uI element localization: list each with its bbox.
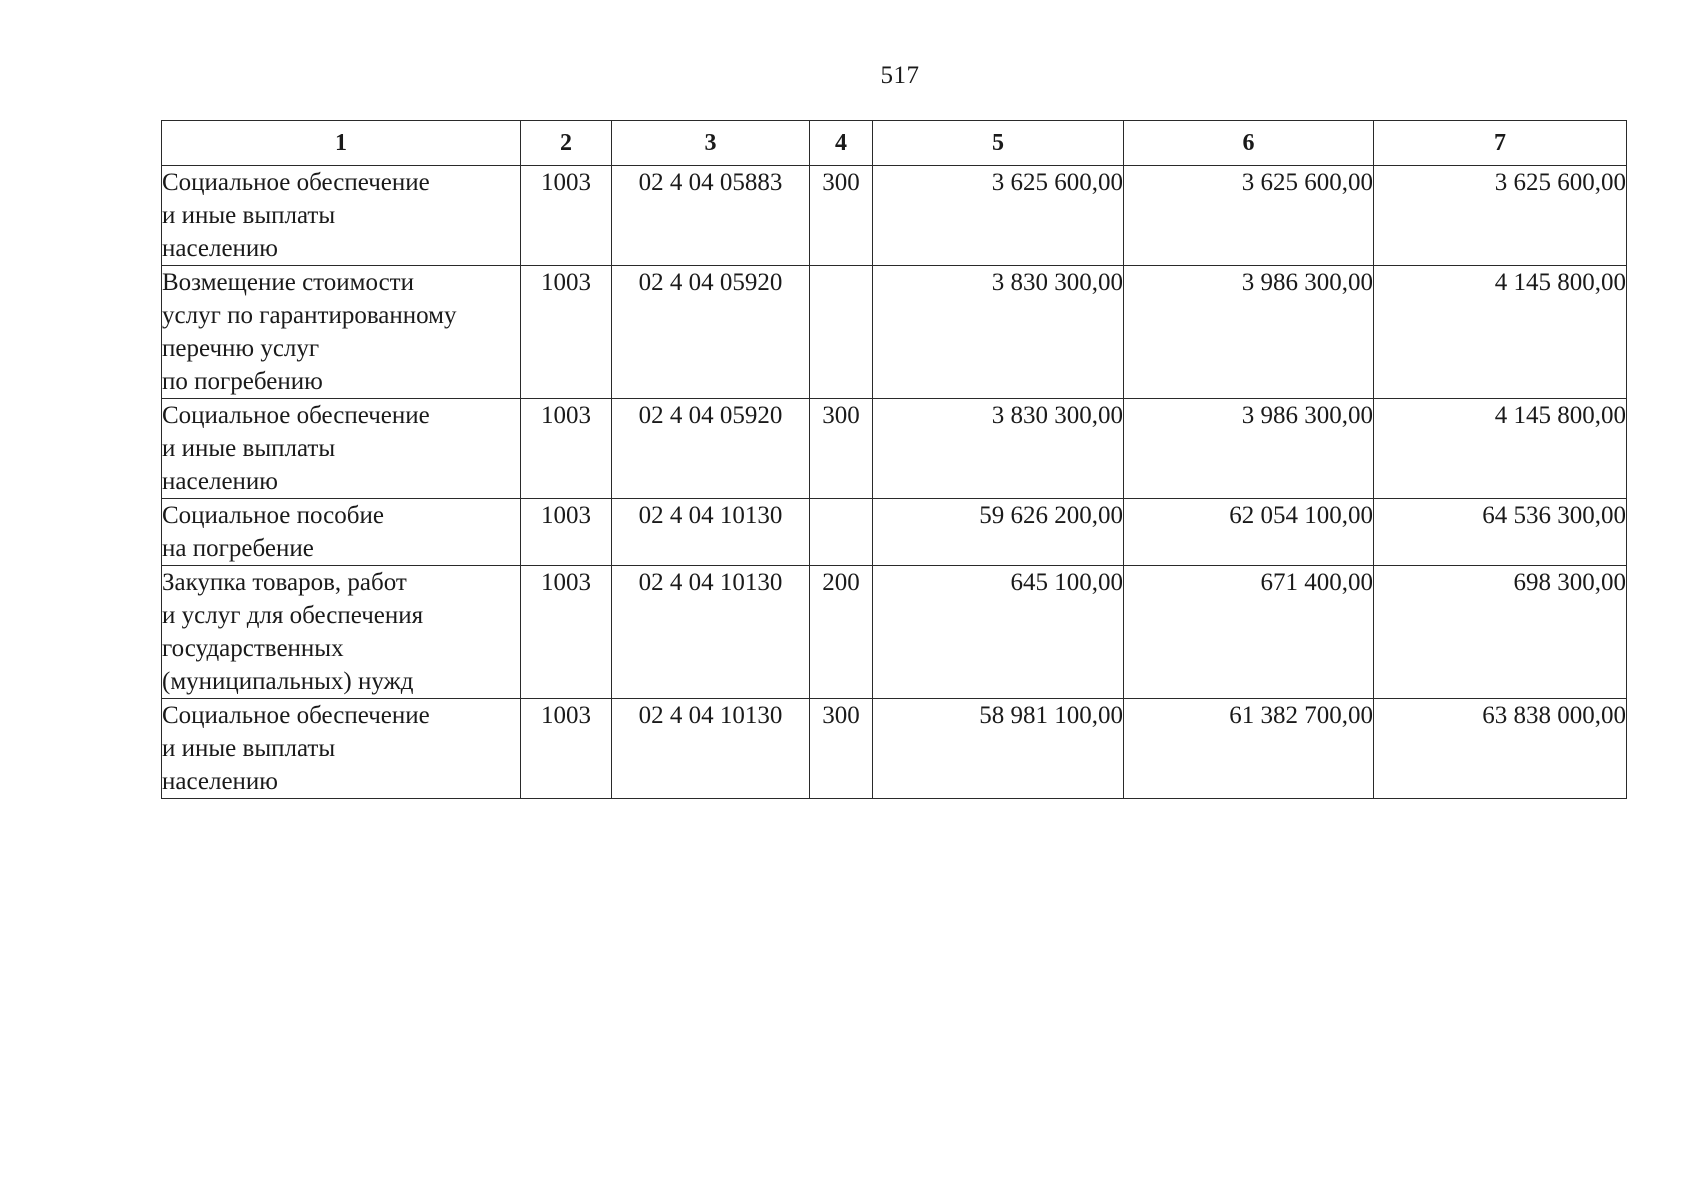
amount-col5-cell: 3 625 600,00 — [873, 166, 1124, 266]
row-name-cell — [162, 499, 521, 566]
row-name-line: (муниципальных) нужд — [162, 668, 414, 695]
row-name-line: государственных — [162, 635, 344, 662]
row-name-line: Возмещение стоимости — [162, 269, 414, 296]
amount-col7-cell: 4 145 800,00 — [1374, 266, 1627, 399]
column-header: 2 — [521, 121, 612, 166]
amount-col7-cell: 63 838 000,00 — [1374, 699, 1627, 799]
amount-col6-cell: 3 986 300,00 — [1124, 399, 1374, 499]
expense-type-cell: 300 — [810, 399, 873, 499]
row-name-cell — [162, 566, 521, 699]
column-header: 7 — [1374, 121, 1627, 166]
row-name-line: населению — [162, 235, 278, 262]
row-name-line: Социальное пособие — [162, 502, 384, 529]
table-row — [162, 399, 1627, 499]
section-code-cell: 1003 — [521, 266, 612, 399]
row-name-line: Закупка товаров, работ — [162, 569, 407, 596]
column-header: 3 — [612, 121, 810, 166]
table-row — [162, 266, 1627, 399]
row-name-line: перечню услуг — [162, 335, 320, 362]
row-name-cell — [162, 266, 521, 399]
target-article-cell: 02 4 04 05920 — [612, 399, 810, 499]
table-row — [162, 166, 1627, 266]
section-code-cell: 1003 — [521, 166, 612, 266]
section-code-cell: 1003 — [521, 399, 612, 499]
row-name-cell — [162, 399, 521, 499]
table-row — [162, 499, 1627, 566]
row-name-line: на погребение — [162, 535, 314, 562]
row-name-line: населению — [162, 768, 278, 795]
budget-table — [161, 120, 1627, 799]
section-code-cell: 1003 — [521, 699, 612, 799]
table-row — [162, 699, 1627, 799]
column-header: 4 — [810, 121, 873, 166]
amount-col6-cell: 3 625 600,00 — [1124, 166, 1374, 266]
amount-col5-cell: 3 830 300,00 — [873, 266, 1124, 399]
target-article-cell: 02 4 04 05920 — [612, 266, 810, 399]
target-article-cell: 02 4 04 05883 — [612, 166, 810, 266]
page-number: 517 — [880, 62, 920, 89]
row-name-line: населению — [162, 468, 278, 495]
section-code-cell: 1003 — [521, 566, 612, 699]
amount-col5-cell: 58 981 100,00 — [873, 699, 1124, 799]
row-name-cell — [162, 166, 521, 266]
amount-col7-cell: 698 300,00 — [1374, 566, 1627, 699]
amount-col5-cell: 59 626 200,00 — [873, 499, 1124, 566]
amount-col5-cell: 3 830 300,00 — [873, 399, 1124, 499]
row-name-line: по погребению — [162, 368, 323, 395]
amount-col7-cell: 64 536 300,00 — [1374, 499, 1627, 566]
row-name-cell — [162, 699, 521, 799]
row-name-line: и иные выплаты — [162, 735, 336, 762]
row-name-line: и услуг для обеспечения — [162, 602, 424, 629]
expense-type-cell — [810, 266, 873, 399]
column-header: 1 — [162, 121, 521, 166]
column-header: 6 — [1124, 121, 1374, 166]
row-name-line: Социальное обеспечение — [162, 402, 430, 429]
amount-col5-cell: 645 100,00 — [873, 566, 1124, 699]
row-name-line: Социальное обеспечение — [162, 702, 430, 729]
amount-col6-cell: 62 054 100,00 — [1124, 499, 1374, 566]
table-row — [162, 566, 1627, 699]
target-article-cell: 02 4 04 10130 — [612, 499, 810, 566]
expense-type-cell — [810, 499, 873, 566]
amount-col6-cell: 61 382 700,00 — [1124, 699, 1374, 799]
column-header: 5 — [873, 121, 1124, 166]
amount-col6-cell: 671 400,00 — [1124, 566, 1374, 699]
expense-type-cell: 300 — [810, 699, 873, 799]
amount-col7-cell: 4 145 800,00 — [1374, 399, 1627, 499]
expense-type-cell: 300 — [810, 166, 873, 266]
target-article-cell: 02 4 04 10130 — [612, 566, 810, 699]
target-article-cell: 02 4 04 10130 — [612, 699, 810, 799]
section-code-cell: 1003 — [521, 499, 612, 566]
row-name-line: услуг по гарантированному — [162, 302, 457, 329]
amount-col7-cell: 3 625 600,00 — [1374, 166, 1627, 266]
row-name-line: и иные выплаты — [162, 202, 336, 229]
expense-type-cell: 200 — [810, 566, 873, 699]
row-name-line: и иные выплаты — [162, 435, 336, 462]
table-header-row — [162, 121, 1627, 166]
row-name-line: Социальное обеспечение — [162, 169, 430, 196]
amount-col6-cell: 3 986 300,00 — [1124, 266, 1374, 399]
